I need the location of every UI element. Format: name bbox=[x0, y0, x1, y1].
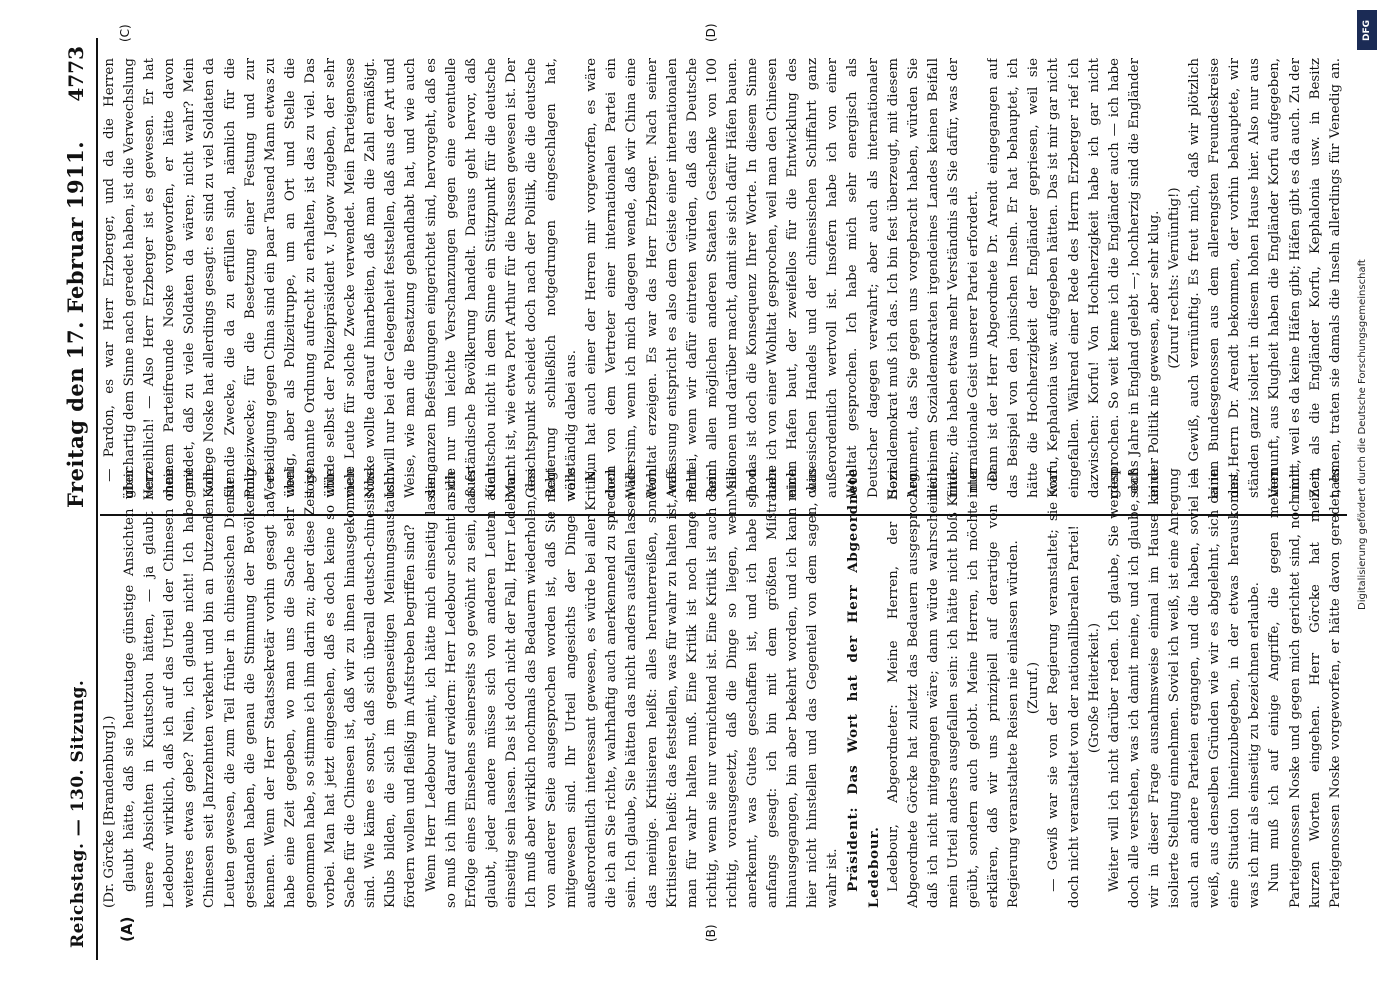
paragraph: (Zuruf rechts: Vernünftig!) bbox=[1166, 187, 1182, 369]
paragraph: (Dr. Görcke [Brandenburg].) bbox=[102, 715, 117, 908]
paragraph: Wenn Herr Ledebour meint, ich hätte mich einseitig lassen, so muß ich ihm darauf erwidern: Herr Ledebour scheint an die Erfolge eines Einsehens seinerseits so gewöhnt zu sein, daß er glaubt, jeder andere müsse sich von anderen Leuten auch einseitig sein lassen. Das ist doch nicht der Fall, Herr Ledebour. Ich muß aber wirklich nochmals das Bedauern wiederholen, das von anderer Seite ausgesprochen worden ist, daß Sie nicht mitgewesen sind. Ihr Urteil angesichts der Dinge wäre außerordentlich interessant gewesen, es würde bei aller Kritik, die ich an Sie richte, wahrhaftig auch anerkennend zu sprechen sein. Ich glaube, Sie hätten das nicht anders ausfallen lassen als das meinige. Kritisieren heißt: alles herunterreißen, sondern Kritisieren heißt: das feststellen, was für wahr zu halten ist, was man für wahr halten muß. Eine Kritik ist noch lange nicht richtig, wenn sie nur vernichtend ist. Eine Kritik ist auch dann richtig, vorausgesetzt, daß die Dinge so liegen, wenn sie anerkennt, was Gutes geschaffen ist, und ich habe schon anfangs gesagt: ich bin mit dem größten Mißtrauen hinausgegangen, bin aber bekehrt worden, und ich kann mich hier nicht hinstellen und das Gegenteil von dem sagen, was wahr ist. bbox=[423, 468, 841, 908]
header-date: Freitag den 17. Februar 1911. bbox=[63, 140, 88, 508]
digitization-credit: Digitalisierung gefördert durch die Deutsche Forschungsgemeinschaft bbox=[1357, 259, 1368, 610]
paragraph: (Große Heiterkeit.) bbox=[1086, 622, 1102, 754]
paragraph: — Pardon, es war Herr Erzberger, und da die Herren gleichartig dem Sinne nach geredet haben, ist die Verwechslung verzeihlich! — Also Herr Erzberger ist es gewesen. Er hat meinem Parteifreunde Noske vorgeworfen, er hätte davon geredet, daß zu viele Soldaten da wären; nicht wahr? Mein Kollege Noske hat allerdings gesagt: es sind zu viel Soldaten da für die Zwecke, die da zu erfüllen sind, nämlich für die Polizeizwecke; für die Besetzung einer Festung und zur Verteidigung gegen China sind ein paar Tausend Mann etwas zu wenig, aber als Polizeitruppe, um an Ort und Stelle die sogenannte Ordnung aufrecht zu erhalten, ist das zu viel. Das würde selbst der Polizeipräsident v. Jagow zugeben, der sehr viele Leute für solche Zwecke verwendet. Mein Parteigenosse Noske wollte darauf hinarbeiten, daß man die Zahl ermäßigt. Ich will nur bei der Gelegenheit feststellen, daß aus der Art und Weise, wie man die Besatzung gehandhabt hat, und wie auch die ganzen Befestigungen eingerichtet sind, hervorgeht, daß es sich nur um leichte Verschanzungen gegen eine eventuelle aufständische Bevölkerung handelt. Daraus geht hervor, daß Kiautschou nicht in dem Sinne ein Stützpunkt für die deutsche Macht ist, wie etwa Port Arthur für die Russen gewesen ist. Der Gesichtspunkt scheidet doch nach der Politik, die die deutsche Regierung schließlich notgedrungen eingeschlagen hat, vollständig dabei aus. bbox=[102, 58, 580, 498]
running-header bbox=[50, 38, 98, 960]
margin-marker-d: (D) bbox=[704, 23, 718, 42]
paragraph: Ledebour, Abgeordneter: Meine Herren, der Herr Abgeordnete Görcke hat zuletzt das Bedauern ausgesprochen, daß ich nicht mitgegangen wäre; dann würde wahrscheinlich mein Urteil anders ausgefallen sein: ich hätte nicht bloß Kritik geübt, sondern auch gelobt. Meine Herren, ich möchte nur erklären, daß wir uns prinzipiell auf derartige von der Regierung veranstaltete Reisen nie einlassen würden. bbox=[885, 468, 1022, 908]
paragraph: Präsident: Das Wort hat der Herr Abgeordnete Ledebour. bbox=[845, 468, 882, 908]
header-session: Reichstag. — 130. Sitzung. bbox=[68, 679, 88, 948]
column-divider bbox=[100, 514, 1347, 516]
paragraph: Nun hat auch einer der Herren mir vorgeworfen, es wäre doch von dem Vertreter einer internationalen Partei ein Widersinn, wenn ich mich dagegen wende, daß wir China eine Wohltat erzeigen. Es war das Herr Erzberger. Nach seiner Auffassung entspricht es also dem Geiste einer internationalen Partei, wenn wir dafür eintreten würden, daß das Deutsche Reich allen möglichen anderen Staaten Geschenke von 100 Millionen und darüber macht, damit sie sich dafür Häfen bauen. Ja das ist doch die Konsequenz Ihrer Worte. In diesem Sinne habe ich von einer Wohltat gesprochen, weil man den Chinesen einen Hafen baut, der zweifellos für die Entwicklung des chinesischen Handels und der chinesischen Schiffahrt ganz außerordentlich wertvoll ist. Insofern habe ich von einer Wohltat gesprochen. Ich habe mich sehr energisch als Deutscher dagegen verwahrt; aber auch als internationaler Sozialdemokrat muß ich das. Ich bin fest überzeugt, mit diesem Argument, das Sie gegen uns vorgebracht haben, würden Sie bei einem Sozialdemokraten irgendeines Landes keinen Beifall finden; die haben etwas mehr Verständnis als Sie dafür, was der internationale Geist unserer Partei erfordert. bbox=[584, 58, 982, 498]
paragraph: — Gewiß war sie von der Regierung veranstaltet; sie war doch nicht veranstaltet von der nationalliberalen Partei! bbox=[1046, 468, 1082, 908]
margin-marker-a: (A) bbox=[118, 916, 136, 942]
paragraph: (Zuruf.) bbox=[1026, 661, 1042, 715]
paragraph: Weiter will ich nicht darüber reden. Ich glaube, Sie werden doch alle verstehen, was ich damit meine, und ich glaube, daß wir in dieser Frage ausnahmsweise einmal im Hause keine isolierte Stellung einnehmen. Soviel ich weiß, ist eine Anregung auch an andere Parteien ergangen, und die haben, soviel ich weiß, aus denselben Gründen wie wir es abgelehnt, sich da in eine Situation hineinzubegeben, in der etwas herauskommt, was ich mir als einseitig zu bezeichnen erlaube. bbox=[1106, 468, 1263, 908]
page-number: 4773 bbox=[64, 46, 88, 102]
paragraph: glaubt hätte, daß sie heutzutage günstige Ansichten über unsere Absichten in Kiautschou hätten, — ja glaubt Herr Ledebour wirklich, daß ich auf das Urteil der Chinesen ohne weiteres etwas gebe? Nein, ich glaube nicht! Ich habe mit Chinesen seit Jahrzehnten verkehrt und bin an Dutzenden von Leuten gewesen, die zum Teil früher in chinesischen Diensten gestanden haben, die genau die Stimmung der Bevölkerung kennen. Wenn der Herr Staatssekretär vorhin gesagt hat, es habe eine Zeit gegeben, wo man uns die Sache sehr übel genommen habe, so stimme ich ihm darin zu; aber diese Zeit ist vorbei. Man hat jetzt eingesehen, daß es doch keine so üble Sache für die Chinesen ist, daß wir zu ihnen hinausgekommen sind. Wie käme es sonst, daß sich überall deutsch-chinesische Klubs bilden, die sich im gegenseitigen Meinungsaustausch fördern wollen und fleißig im Aufstreben begriffen sind? bbox=[122, 468, 419, 908]
paragraph: Nun muß ich auf einige Angriffe, die gegen meinen Parteigenossen Noske und gegen mich gerichtet sind, noch mit kurzen Worten eingehen. Herr Görcke hat meinem Parteigenossen Noske vorgeworfen, er hätte davon geredet, es bbox=[1267, 468, 1343, 908]
paragraph: Dann ist der Herr Abgeordnete Dr. Arendt eingegangen auf das Beispiel von den jonischen Inseln. Er hat behauptet, ich hätte die Hochherzigkeit der Engländer gepriesen, weil sie Korfu, Kephalonia usw. aufgegeben hätten. Das ist mir gar nicht eingefallen. Während einer Rede des Herrn Erzberger rief ich dazwischen: Korfu! Von Hochherzigkeit habe ich gar nicht gesprochen. So weit kenne ich die Engländer auch — ich habe sechs Jahre in England gelebt —; hochherzig sind die Engländer in der Politik nie gewesen, aber sehr klug. bbox=[986, 58, 1162, 498]
margin-marker-b: (B) bbox=[704, 924, 718, 942]
right-text-column bbox=[100, 58, 1347, 498]
left-text-column bbox=[100, 468, 1347, 908]
margin-marker-c: (C) bbox=[118, 24, 132, 42]
paragraph: — Gewiß, auch vernünftig. Es freut mich, daß wir plötzlich einen Bundesgenossen aus dem allerengsten Freundeskreise des Herrn Dr. Arendt bekommen, der vorhin behauptete, wir ständen ganz isoliert in diesem hohen Hause hier. Also nur aus Vernunft, aus Klugheit haben die Engländer Korfu aufgegeben, nicht, weil es da keine Häfen gibt; Häfen gibt es da auch. Zu der Zeit, als die Engländer Korfu, Kephalonia usw. in Besitz nahmen, traten sie damals die Inseln allerdings für Venedig an. bbox=[1187, 58, 1343, 498]
dfg-logo: DFG bbox=[1357, 10, 1377, 50]
